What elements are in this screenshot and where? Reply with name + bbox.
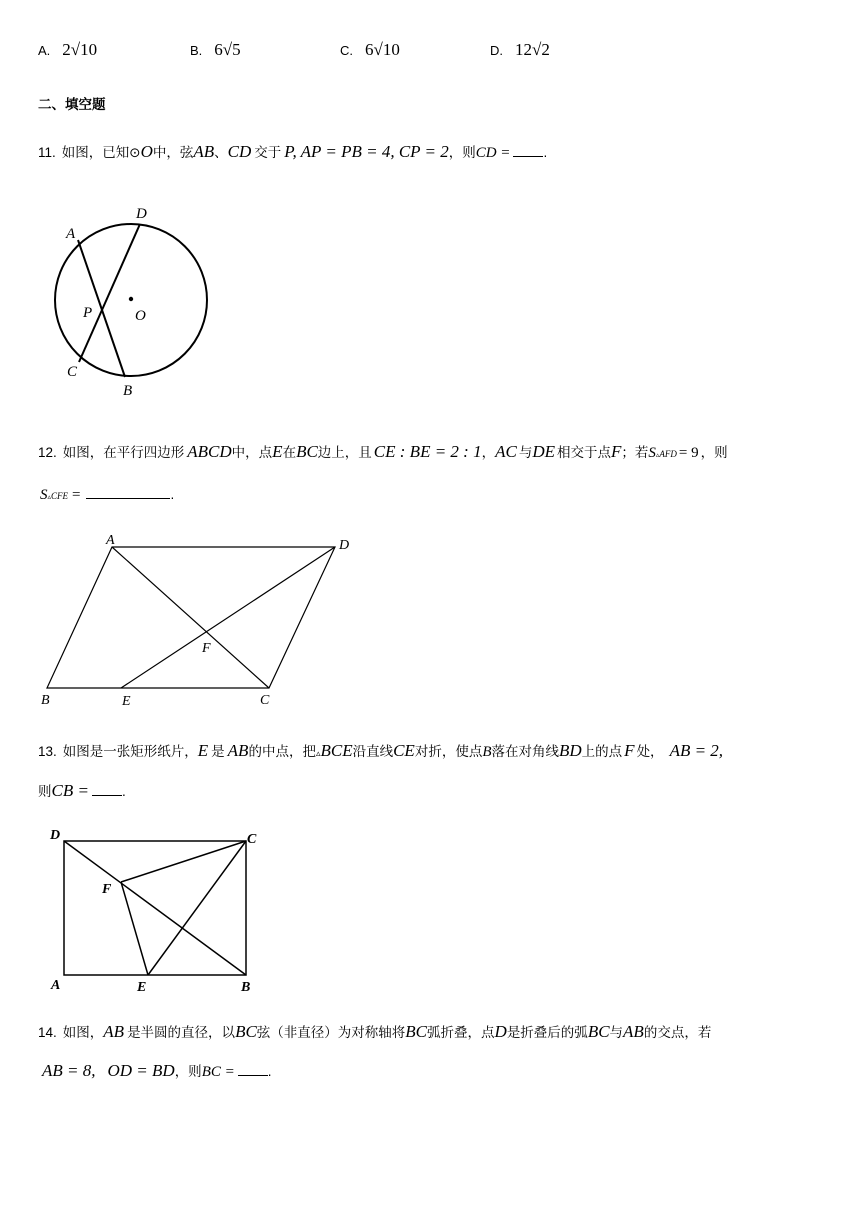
q11-ask: CD =: [475, 145, 511, 161]
q13-e: E: [197, 741, 209, 760]
label-d: D: [136, 206, 147, 222]
label-d: D: [339, 538, 350, 553]
label-a: A: [51, 978, 61, 993]
label-b: B: [41, 693, 50, 708]
q11-text-3: 交于: [254, 145, 282, 161]
q11-text-1: 如图，已知⊙: [61, 145, 141, 161]
q14-text-line2: [42, 1060, 272, 1081]
option-d-letter: D.: [490, 43, 503, 58]
q11-circle-figure: [40, 200, 230, 405]
q12-number: 12.: [38, 445, 57, 460]
q13-text-7: 上的点: [581, 744, 623, 760]
q13-ab: AB: [227, 741, 249, 760]
q12-area-sub-1: AFD: [659, 449, 677, 459]
q13-answer-blank[interactable]: [92, 794, 122, 796]
label-p: P: [83, 305, 93, 321]
q12-text-9: ，则: [700, 445, 728, 461]
q14-text-4: 弧折叠，点: [427, 1025, 495, 1041]
option-c-value: 6√10: [365, 40, 400, 59]
q13-b: B: [482, 744, 492, 760]
q14-text-5: 是折叠后的弧: [506, 1025, 588, 1041]
label-f: F: [102, 882, 112, 897]
q14-text-6: 与: [609, 1025, 624, 1041]
q14-text-3: 弦（非直径）为对称轴将: [256, 1025, 406, 1041]
q13-number: 13.: [38, 744, 57, 759]
q14-text: [38, 1021, 711, 1042]
q13-rectangle-figure: [44, 824, 264, 996]
q14-bc-2: BC: [405, 1022, 428, 1041]
q13-text-2: 是: [211, 744, 225, 760]
triangle-icon: ▵: [315, 749, 321, 759]
option-b-letter: B.: [190, 43, 203, 58]
q12-text-7: 相交于点: [557, 445, 611, 461]
q12-f: F: [611, 442, 622, 461]
q13-text-line2: [38, 780, 126, 801]
q13-end: .: [121, 784, 126, 799]
q14-end: .: [267, 1064, 272, 1079]
q12-ac: AC: [495, 442, 517, 461]
q12-area-symbol-1: S: [648, 445, 656, 461]
q14-d: D: [494, 1022, 507, 1041]
option-b: [190, 40, 241, 60]
q11-end: .: [543, 145, 548, 160]
q12-de: DE: [532, 442, 555, 461]
segment-ef: [121, 882, 148, 975]
q12-ratio: CE : BE = 2 : 1: [373, 442, 482, 461]
q12-area-symbol-2: S: [40, 487, 48, 503]
q12-end: .: [170, 487, 175, 502]
label-e: E: [122, 694, 131, 709]
chord-cd: [79, 224, 140, 362]
q11-text-2: 中，弦: [152, 145, 194, 161]
segment-de: [121, 547, 335, 688]
q11-circle-o: O: [140, 142, 153, 161]
label-d: D: [50, 828, 61, 843]
q12-text-5: ，: [481, 445, 496, 461]
q11-text-4: ，则: [448, 145, 476, 161]
q13-text-4: 沿直线: [352, 744, 394, 760]
q12-text-2: 中，点: [231, 445, 273, 461]
q13-bd: BD: [559, 741, 582, 760]
q11-chord-ab: AB: [193, 142, 215, 161]
diagonal-bd: [64, 841, 246, 975]
label-c: C: [260, 693, 270, 708]
fold-line-ce: [148, 841, 246, 975]
q13-text-3: 的中点，把: [248, 744, 316, 760]
q13-text-6: 落在对角线: [491, 744, 559, 760]
label-o: O: [135, 308, 146, 324]
center-dot: [129, 297, 133, 301]
q14-then: ，则: [174, 1064, 202, 1080]
q14-text-7: 的交点，若: [643, 1025, 712, 1041]
q13-text-8: 处，: [636, 744, 664, 760]
option-c: [340, 40, 400, 60]
q11-text: [38, 141, 547, 162]
q12-answer-blank[interactable]: [86, 497, 170, 499]
q13-text: [38, 740, 723, 761]
q11-conditions: P, AP = PB = 4, CP = 2: [284, 142, 449, 161]
q12-e: E: [272, 442, 283, 461]
q14-bc: BC: [235, 1022, 257, 1041]
q14-text-2: 是半圆的直径，以: [127, 1025, 236, 1041]
q12-text-8: ；若: [621, 445, 649, 461]
q12-area-value: = 9: [678, 445, 699, 461]
option-a-letter: A.: [38, 43, 51, 58]
label-a: A: [66, 226, 76, 242]
label-a: A: [106, 533, 115, 548]
q14-ab-2: AB: [623, 1022, 644, 1041]
q13-f: F: [624, 741, 635, 760]
option-c-letter: C.: [340, 43, 353, 58]
label-f: F: [202, 641, 211, 656]
q13-ab-value: AB = 2,: [669, 741, 724, 760]
option-d: [490, 40, 550, 60]
q14-od-bd: OD = BD: [107, 1061, 175, 1080]
q14-ask: BC =: [201, 1064, 235, 1080]
q12-text: [38, 441, 728, 462]
option-a-value: 2√10: [62, 40, 98, 59]
q14-answer-blank[interactable]: [238, 1074, 268, 1076]
q12-parallelogram-figure: [36, 530, 366, 712]
option-a: [38, 40, 97, 60]
q12-text-4: 边上，且: [317, 445, 372, 461]
q14-text-1: 如图，: [62, 1025, 104, 1041]
q12-bc: BC: [296, 442, 318, 461]
q13-text-1: 如图是一张矩形纸片，: [62, 744, 198, 760]
diagonal-ac: [112, 547, 269, 688]
triangle-icon: ▵: [655, 451, 660, 459]
q12-equals: =: [72, 487, 81, 503]
q12-text-line2: [40, 487, 174, 504]
q12-abcd: ABCD: [187, 442, 232, 461]
label-c: C: [247, 832, 257, 847]
q12-text-6: 与: [518, 445, 533, 461]
q11-answer-blank[interactable]: [513, 155, 543, 157]
triangle-icon: ▵: [47, 493, 52, 501]
label-b: B: [241, 980, 251, 995]
section-title: 二、填空题: [38, 97, 106, 113]
q11-number: 11.: [38, 145, 56, 160]
segment-cf: [121, 841, 246, 882]
q11-separator: 、: [214, 145, 228, 161]
q14-bc-3: BC: [587, 1022, 610, 1041]
q12-area-sub-2: CFE: [51, 491, 69, 501]
q13-ce: CE: [393, 741, 415, 760]
q13-bce: BCE: [320, 741, 353, 760]
label-e: E: [137, 980, 147, 995]
q11-chord-cd: CD: [227, 142, 252, 161]
q12-text-3: 在: [282, 445, 297, 461]
q13-ask: CB =: [51, 781, 89, 800]
q14-ab-value: AB = 8,: [42, 1061, 96, 1080]
q13-then: 则: [38, 784, 52, 800]
q12-text-1: 如图，在平行四边形: [62, 445, 185, 461]
q13-text-5: 对折，使点: [414, 744, 483, 760]
option-b-value: 6√5: [214, 40, 241, 59]
q14-number: 14.: [38, 1025, 57, 1040]
label-b: B: [123, 383, 133, 399]
q14-ab: AB: [103, 1022, 125, 1041]
label-c: C: [67, 364, 78, 380]
option-d-value: 12√2: [515, 40, 550, 59]
